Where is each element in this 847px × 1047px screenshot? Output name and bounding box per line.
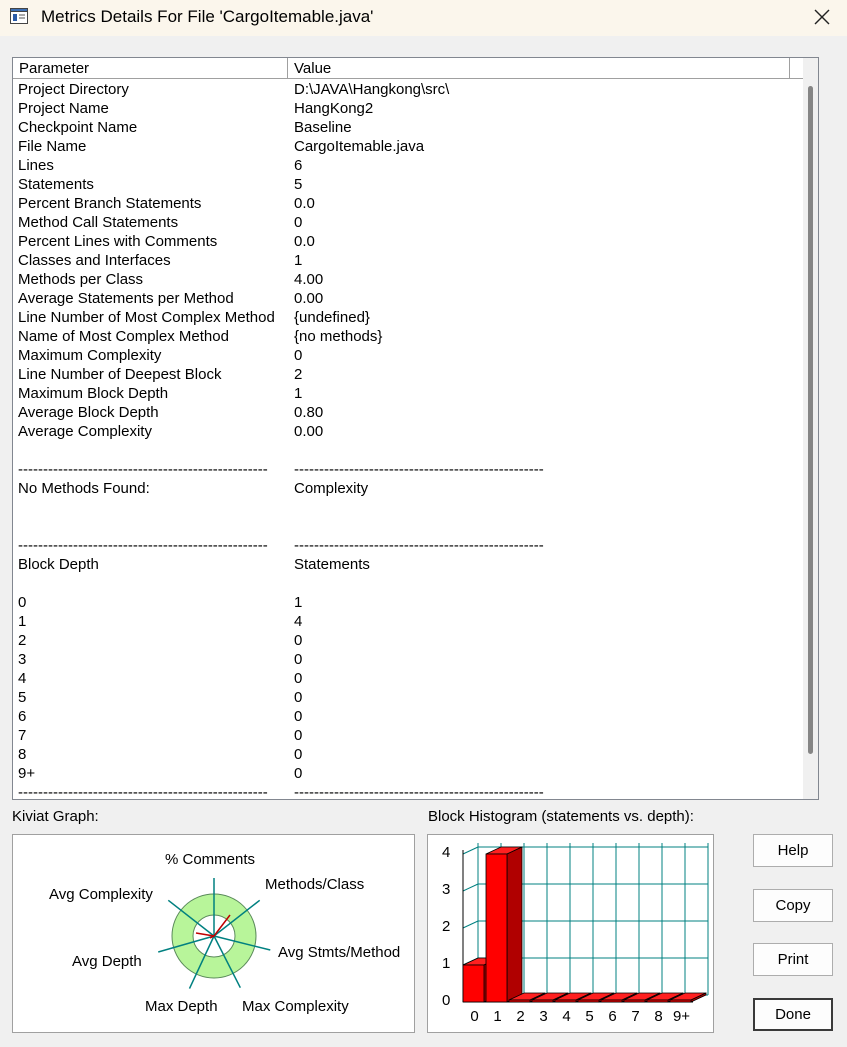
parameter-cell: Percent Branch Statements: [18, 195, 202, 212]
histogram-bar: [670, 1000, 691, 1002]
done-button[interactable]: Done: [753, 998, 833, 1031]
window-title: Metrics Details For File 'CargoItemable.java': [41, 7, 374, 26]
histogram-grid-side: [463, 847, 478, 854]
value-cell: 1: [294, 385, 303, 402]
parameter-cell: Project Directory: [18, 81, 129, 98]
list-rows: [13, 80, 793, 800]
parameter-cell: Methods per Class: [18, 271, 144, 288]
parameter-cell: Percent Lines with Comments: [18, 233, 218, 250]
list-header: [13, 58, 803, 79]
parameter-cell: Statements: [18, 176, 94, 193]
kiviat-axis-avg-complexity: Avg Complexity: [49, 886, 153, 903]
histogram-x-tick: 8: [654, 1008, 663, 1025]
histogram-bar: [647, 1000, 668, 1002]
value-cell: 1: [294, 252, 303, 269]
value-cell: 0.00: [294, 423, 324, 440]
vertical-scrollbar[interactable]: [803, 58, 818, 799]
histogram-y-tick: 0: [442, 992, 451, 1009]
parameter-cell: 7: [18, 727, 27, 744]
value-cell: 0: [294, 765, 303, 782]
kiviat-axis-comments: % Comments: [165, 851, 256, 868]
parameter-cell: --------------------------------------------------: [18, 784, 268, 800]
histogram-y-tick: 2: [442, 918, 451, 935]
list-item[interactable]: [13, 384, 793, 403]
histogram-y-tick: 4: [442, 844, 451, 861]
kiviat-axis-avg-depth: Avg Depth: [72, 953, 142, 970]
value-cell: 5: [294, 176, 303, 193]
parameter-cell: Maximum Complexity: [18, 347, 162, 364]
histogram-bar: [601, 1000, 622, 1002]
value-cell: D:\JAVA\Hangkong\src\: [294, 81, 450, 98]
list-item[interactable]: [13, 631, 793, 650]
list-item[interactable]: [13, 289, 793, 308]
parameter-cell: Average Complexity: [18, 423, 152, 440]
kiviat-axis-avg-stmts-method: Avg Stmts/Method: [278, 944, 401, 961]
list-item[interactable]: [13, 536, 793, 555]
histogram-x-tick: 2: [516, 1008, 525, 1025]
parameter-cell: --------------------------------------------------: [18, 537, 268, 554]
kiviat-graph: [12, 834, 415, 1033]
parameter-cell: 0: [18, 594, 27, 611]
parameter-cell: File Name: [18, 138, 87, 155]
value-cell: 0.0: [294, 233, 315, 250]
list-item[interactable]: [13, 80, 793, 99]
title-bar: [0, 0, 847, 36]
kiviat-graph-label: Kiviat Graph:: [12, 808, 99, 825]
window-app-icon: [10, 8, 28, 24]
parameter-cell: 6: [18, 708, 27, 725]
parameter-cell: 8: [18, 746, 27, 763]
parameter-cell: Average Statements per Method: [18, 290, 234, 307]
list-item[interactable]: [13, 764, 793, 783]
list-item[interactable]: [13, 612, 793, 631]
list-item[interactable]: [13, 346, 793, 365]
list-item[interactable]: [13, 118, 793, 137]
parameter-cell: Name of Most Complex Method: [18, 328, 229, 345]
list-item[interactable]: [13, 422, 793, 441]
parameter-cell: Method Call Statements: [18, 214, 179, 231]
list-item[interactable]: [13, 726, 793, 745]
metrics-list[interactable]: [12, 57, 819, 800]
list-item[interactable]: [13, 251, 793, 270]
value-cell: 2: [294, 366, 303, 383]
list-item[interactable]: [13, 669, 793, 688]
list-item[interactable]: [13, 783, 793, 800]
value-cell: --------------------------------------------------: [294, 461, 544, 478]
list-item[interactable]: [13, 574, 793, 593]
parameter-cell: Line Number of Most Complex Method: [18, 309, 275, 326]
print-button[interactable]: Print: [753, 943, 833, 976]
histogram-grid-side: [463, 921, 478, 928]
histogram-x-tick: 1: [493, 1008, 502, 1025]
parameter-cell: 2: [18, 632, 27, 649]
parameter-cell: --------------------------------------------------: [18, 461, 268, 478]
scrollbar-thumb[interactable]: [808, 86, 813, 754]
value-cell: 4: [294, 613, 303, 630]
list-item[interactable]: [13, 175, 793, 194]
value-cell: 0: [294, 708, 303, 725]
column-header-value[interactable]: Value: [288, 58, 790, 78]
parameter-cell: 3: [18, 651, 27, 668]
value-cell: 0: [294, 347, 303, 364]
list-item[interactable]: [13, 555, 793, 574]
value-cell: 0: [294, 689, 303, 706]
value-cell: 0: [294, 746, 303, 763]
histogram-bar: [624, 1000, 645, 1002]
value-cell: 0: [294, 727, 303, 744]
histogram-chart: [428, 835, 713, 1032]
histogram-y-tick: 1: [442, 955, 451, 972]
parameter-cell: Line Number of Deepest Block: [18, 366, 222, 383]
histogram-bar: [555, 1000, 576, 1002]
value-cell: 0.0: [294, 195, 315, 212]
histogram-x-tick: 3: [539, 1008, 548, 1025]
kiviat-axis-methods-class: Methods/Class: [265, 876, 365, 893]
value-cell: Baseline: [294, 119, 352, 136]
value-cell: 0.00: [294, 290, 324, 307]
histogram-bar: [532, 1000, 553, 1002]
list-item[interactable]: [13, 745, 793, 764]
parameter-cell: Maximum Block Depth: [18, 385, 169, 402]
value-cell: 1: [294, 594, 303, 611]
parameter-cell: 4: [18, 670, 27, 687]
list-item[interactable]: [13, 517, 793, 536]
list-item[interactable]: [13, 137, 793, 156]
histogram-grid-side: [463, 884, 478, 891]
value-cell: 0: [294, 651, 303, 668]
close-icon: [814, 9, 830, 25]
histogram-bar: [509, 1000, 530, 1002]
list-item[interactable]: [13, 650, 793, 669]
value-cell: Statements: [294, 556, 370, 573]
list-item[interactable]: [13, 441, 793, 460]
histogram-bar: [486, 854, 507, 1002]
histogram-x-tick: 9+: [672, 1008, 691, 1025]
list-item[interactable]: [13, 498, 793, 517]
histogram-x-tick: 6: [608, 1008, 617, 1025]
value-cell: CargoItemable.java: [294, 138, 425, 155]
value-cell: --------------------------------------------------: [294, 784, 544, 800]
list-item[interactable]: [13, 460, 793, 479]
histogram-x-tick: 4: [562, 1008, 571, 1025]
value-cell: --------------------------------------------------: [294, 537, 544, 554]
histogram-bar: [578, 1000, 599, 1002]
kiviat-axis-max-complexity: Max Complexity: [242, 998, 349, 1015]
list-item[interactable]: [13, 707, 793, 726]
parameter-cell: Project Name: [18, 100, 109, 117]
list-item[interactable]: [13, 270, 793, 289]
parameter-cell: Checkpoint Name: [18, 119, 138, 136]
histogram-x-tick: 0: [470, 1008, 479, 1025]
list-item[interactable]: [13, 479, 793, 498]
list-item[interactable]: [13, 593, 793, 612]
column-header-parameter[interactable]: Parameter: [13, 58, 288, 78]
list-item[interactable]: [13, 194, 793, 213]
value-cell: HangKong2: [294, 100, 374, 117]
parameter-cell: Lines: [18, 157, 54, 174]
histogram-x-tick: 5: [585, 1008, 594, 1025]
value-cell: 0: [294, 670, 303, 687]
parameter-cell: 1: [18, 613, 27, 630]
list-item[interactable]: [13, 156, 793, 175]
list-item[interactable]: [13, 688, 793, 707]
histogram-y-tick: 3: [442, 881, 451, 898]
list-item[interactable]: [13, 403, 793, 422]
value-cell: 4.00: [294, 271, 324, 288]
block-histogram: [427, 834, 714, 1033]
list-item[interactable]: [13, 213, 793, 232]
parameter-cell: 5: [18, 689, 27, 706]
value-cell: 0: [294, 632, 303, 649]
parameter-cell: Classes and Interfaces: [18, 252, 171, 269]
histogram-x-tick: 7: [631, 1008, 640, 1025]
block-histogram-label: Block Histogram (statements vs. depth):: [428, 808, 694, 825]
list-item[interactable]: [13, 99, 793, 118]
list-item[interactable]: [13, 232, 793, 251]
list-item[interactable]: [13, 327, 793, 346]
value-cell: 0: [294, 214, 303, 231]
help-button[interactable]: Help: [753, 834, 833, 867]
value-cell: 0.80: [294, 404, 324, 421]
histogram-bar: [463, 965, 484, 1002]
parameter-cell: Block Depth: [18, 556, 99, 573]
list-item[interactable]: [13, 308, 793, 327]
parameter-cell: 9+: [18, 765, 36, 782]
value-cell: 6: [294, 157, 303, 174]
value-cell: {undefined}: [294, 309, 370, 326]
list-item[interactable]: [13, 365, 793, 384]
histogram-bar-side: [507, 847, 522, 1002]
kiviat-axis-max-depth: Max Depth: [145, 998, 218, 1015]
parameter-cell: No Methods Found:: [18, 480, 150, 497]
parameter-cell: Average Block Depth: [18, 404, 159, 421]
copy-button[interactable]: Copy: [753, 889, 833, 922]
close-button[interactable]: [797, 0, 847, 36]
value-cell: Complexity: [294, 480, 369, 497]
value-cell: {no methods}: [294, 328, 383, 345]
